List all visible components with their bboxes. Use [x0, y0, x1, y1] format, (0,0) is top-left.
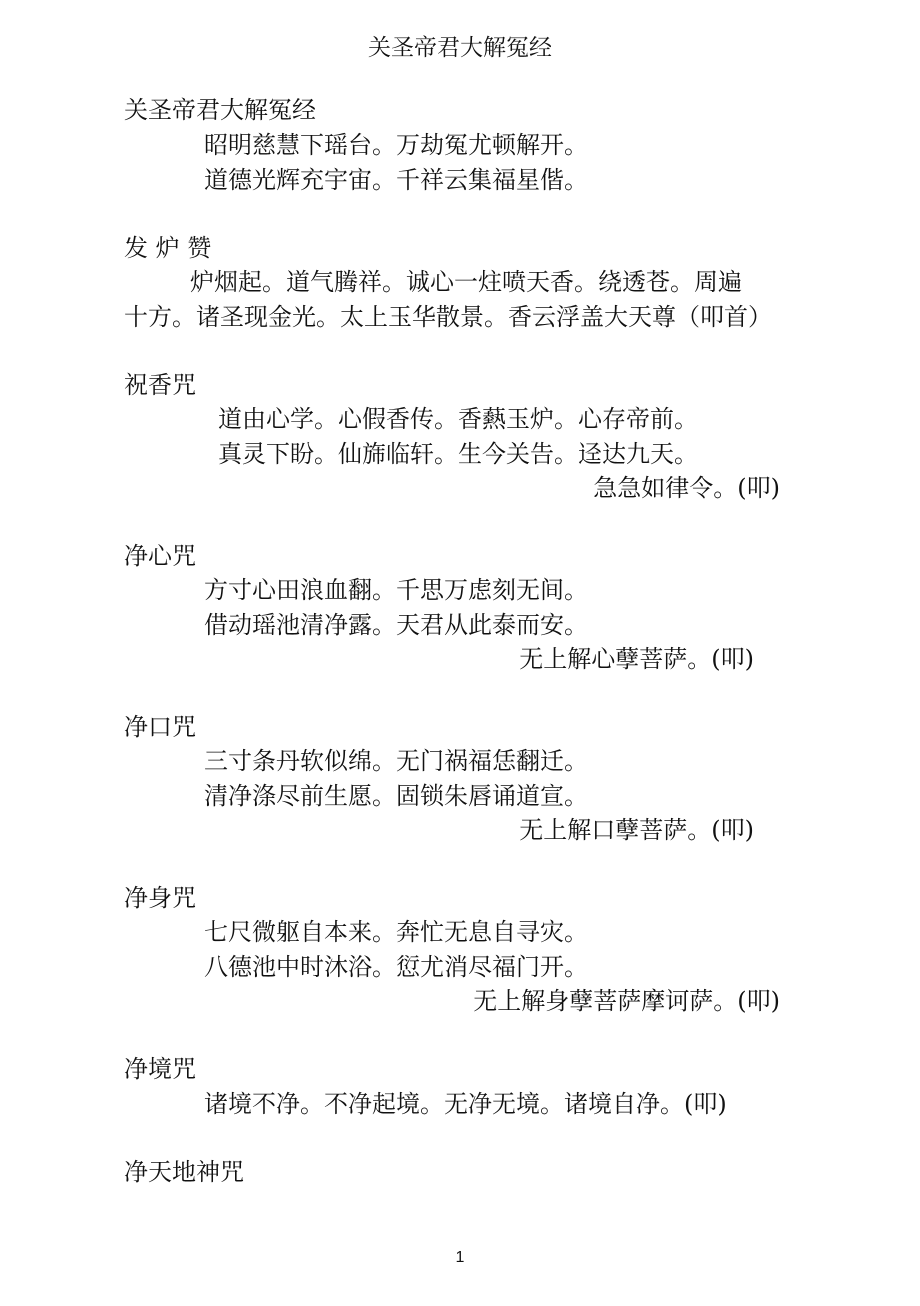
section-heading: 净心咒: [124, 542, 196, 570]
verse-closing: 无上解心孽菩萨。(叩): [519, 645, 754, 673]
verse-line: 昭明慈慧下瑶台。万劫冤尤顿解开。: [204, 131, 588, 159]
section-heading: 净境咒: [124, 1055, 196, 1083]
section-heading: 关圣帝君大解冤经: [124, 96, 316, 124]
verse-line: 真灵下盼。仙旆临轩。生今关告。迳达九天。: [218, 440, 698, 468]
verse-line: 道由心学。心假香传。香爇玉炉。心存帝前。: [218, 405, 698, 433]
page-number: 1: [455, 1249, 465, 1266]
verse-line: 诸境不净。不净起境。无净无境。诸境自净。(叩): [204, 1090, 727, 1118]
section-heading: 祝香咒: [124, 371, 196, 399]
verse-line: 炉烟起。道气腾祥。诚心一炷喷天香。绕透苍。周遍: [190, 268, 742, 296]
verse-line: 三寸条丹软似绵。无门祸福恁翻迁。: [204, 747, 588, 775]
verse-line: 七尺微躯自本来。奔忙无息自寻灾。: [204, 918, 588, 946]
section-heading: 净口咒: [124, 713, 196, 741]
verse-line: 八德池中时沐浴。愆尤消尽福门开。: [204, 953, 588, 981]
running-header: 关圣帝君大解冤经: [368, 35, 552, 61]
section-heading: 净天地神咒: [124, 1158, 244, 1186]
verse-closing: 无上解身孽菩萨摩诃萨。(叩): [473, 987, 780, 1015]
verse-line: 方寸心田浪血翻。千思万虑刻无间。: [204, 576, 588, 604]
verse-line: 清净涤尽前生愿。固锁朱唇诵道宣。: [204, 782, 588, 810]
verse-closing: 无上解口孽菩萨。(叩): [519, 816, 754, 844]
verse-line: 道德光辉充宇宙。千祥云集福星偕。: [204, 166, 588, 194]
section-heading: 净身咒: [124, 884, 196, 912]
verse-line: 十方。诸圣现金光。太上玉华散景。香云浮盖大天尊（叩首）: [124, 303, 772, 331]
verse-closing: 急急如律令。(叩): [593, 474, 780, 502]
verse-line: 借动瑶池清净露。天君从此泰而安。: [204, 611, 588, 639]
section-heading: 发 炉 赞: [124, 234, 212, 262]
